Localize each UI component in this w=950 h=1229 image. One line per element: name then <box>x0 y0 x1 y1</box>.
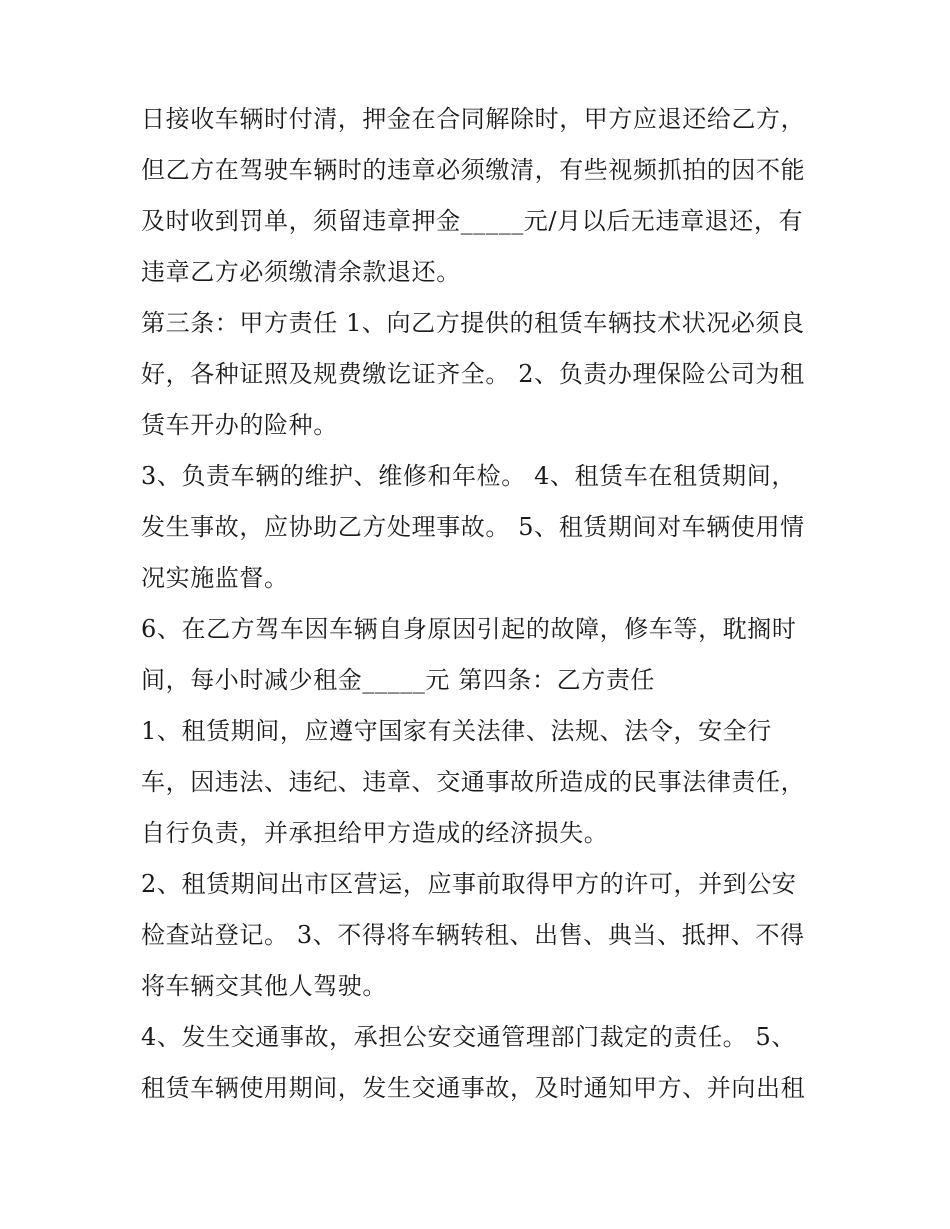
text-line: 第三条：甲方责任 1、向乙方提供的租赁车辆技术状况必须良 <box>141 309 805 337</box>
text-line: 间，每小时减少租金_____元 第四条：乙方责任 <box>141 666 656 694</box>
text-line: 但乙方在驾驶车辆时的违章必须缴清，有些视频抓拍的因不能 <box>141 156 806 184</box>
text-line: 赁车开办的险种。 <box>141 411 338 439</box>
text-line: 租赁车辆使用期间，发生交通事故，及时通知甲方、并向出租 <box>141 1074 806 1102</box>
text-line: 发生事故，应协助乙方处理事故。 5、租赁期间对车辆使用情 <box>141 513 805 541</box>
text-line: 3、负责车辆的维护、维修和年检。 4、租赁车在租赁期间， <box>141 462 796 490</box>
text-line: 况实施监督。 <box>141 564 289 592</box>
text-line: 2、租赁期间出市区营运，应事前取得甲方的许可，并到公安 <box>141 870 797 898</box>
text-line: 自行负责，并承担给甲方造成的经济损失。 <box>141 819 609 847</box>
text-line: 将车辆交其他人驾驶。 <box>141 972 387 1000</box>
text-line: 6、在乙方驾车因车辆自身原因引起的故障，修车等，耽搁时 <box>141 615 797 643</box>
text-line: 及时收到罚单，须留违章押金_____元/月以后无违章退还，有 <box>141 207 804 235</box>
text-line: 好，各种证照及规费缴讫证齐全。 2、负责办理保险公司为租 <box>141 360 805 388</box>
text-line: 检查站登记。 3、不得将车辆转租、出售、典当、抵押、不得 <box>141 921 805 949</box>
text-line: 4、发生交通事故，承担公安交通管理部门裁定的责任。 5、 <box>141 1023 796 1051</box>
text-line: 1、租赁期间，应遵守国家有关法律、法规、法令，安全行 <box>141 717 772 745</box>
text-line: 违章乙方必须缴清余款退还。 <box>141 258 461 286</box>
text-line: 车，因违法、违纪、违章、交通事故所造成的民事法律责任， <box>141 768 806 796</box>
text-line: 日接收车辆时付清，押金在合同解除时，甲方应退还给乙方， <box>141 105 806 133</box>
